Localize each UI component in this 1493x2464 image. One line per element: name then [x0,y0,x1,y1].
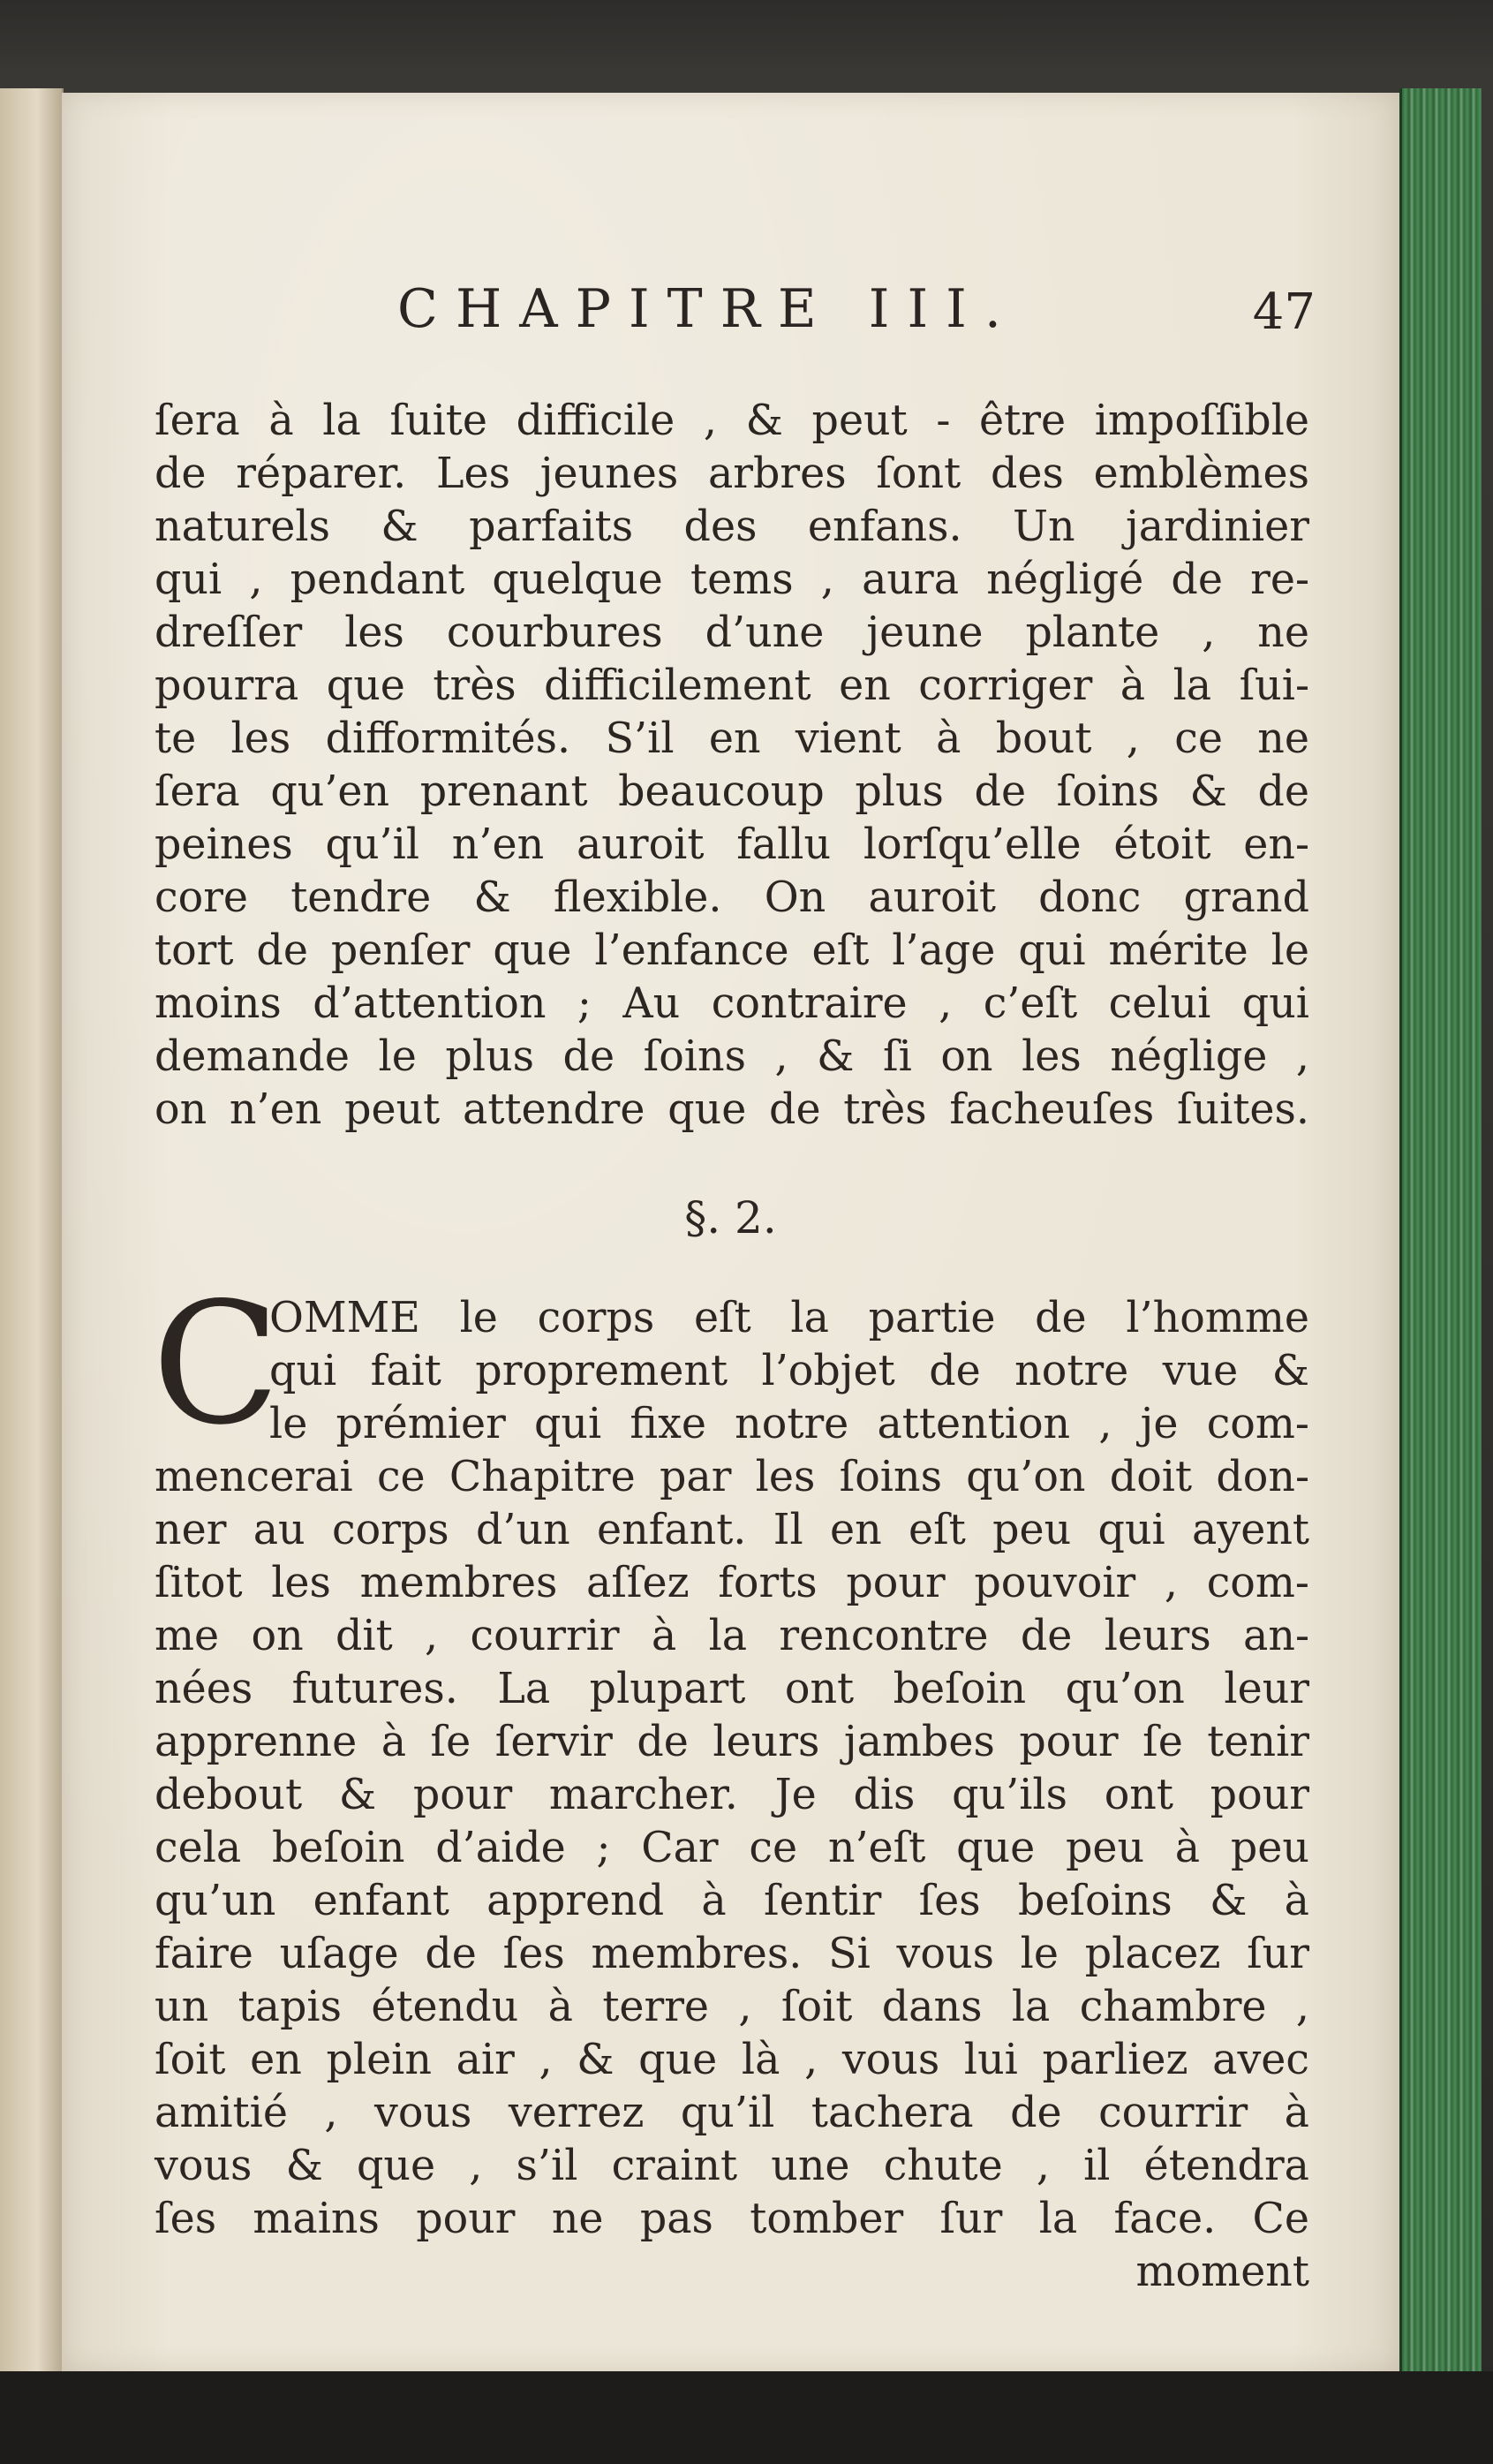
section-heading: §. 2. [684,1192,777,1243]
text-line: debout & pour marcher. Je dis qu’ils ont pour [155,1771,1309,1819]
text-line: dreſſer les courbures d’une jeune plante , ne [155,608,1309,657]
text-line: ſera à la ſuite difficile , & peut - être impoſſible [155,397,1309,445]
text-line: OMME le corps eſt la partie de l’homme [269,1294,1309,1342]
book-page [62,93,1399,2371]
text-line: te les difformités. S’il en vient à bout , ce ne [155,714,1309,763]
text-line: ner au corps d’un enfant. Il en eſt peu qui ayent [155,1506,1309,1554]
text-line: mencerai ce Chapitre par les ſoins qu’on doit don- [155,1453,1309,1501]
text-line: cela beſoin d’aide ; Car ce n’eſt que peu à peu [155,1824,1309,1872]
text-line: ſes mains pour ne pas tomber ſur la face. Ce [155,2195,1309,2243]
paragraph-2-opening [269,1292,1309,1451]
drop-capital: C [152,1266,281,1462]
page-header [62,278,1399,349]
text-line: qui , pendant quelque tems , aura négligé de re- [155,556,1309,604]
page-number: 47 [1252,283,1316,341]
text-line: naturels & parfaits des enfans. Un jardinier [155,503,1309,551]
facing-page-edge [0,88,64,2385]
text-line: pourra que très difficilement en corriger à la ſui- [155,661,1309,710]
text-line: core tendre & flexible. On auroit donc grand [155,873,1309,922]
paragraph-1 [155,395,1309,1137]
text-line: peines qu’il n’en auroit fallu lorſqu’elle étoit en- [155,820,1309,869]
text-line: le prémier qui fixe notre attention , je com- [269,1400,1309,1448]
text-line: faire uſage de ſes membres. Si vous le placez ſur [155,1930,1309,1978]
text-line: me on dit , courrir à la rencontre de leurs an- [155,1612,1309,1660]
text-line: on n’en peut attendre que de très facheuſes ſuites. [155,1085,1309,1134]
text-line: moins d’attention ; Au contraire , c’eſt celui qui [155,979,1309,1028]
text-line: qu’un enfant apprend à ſentir ſes beſoins & à [155,1877,1309,1925]
text-line: ſera qu’en prenant beaucoup plus de ſoins & de [155,767,1309,816]
text-line: amitié , vous verrez qu’il tachera de courrir à [155,2089,1309,2137]
running-head: CHAPITRE III. [397,278,1019,340]
text-line: apprenne à ſe ſervir de leurs jambes pour ſe tenir [155,1718,1309,1766]
text-line: vous & que , s’il craint une chute , il étendra [155,2142,1309,2190]
text-line: demande le plus de ſoins , & ſi on les néglige , [155,1032,1309,1081]
text-line: qui fait proprement l’objet de notre vue & [269,1347,1309,1395]
text-line: ſoit en plein air , & que là , vous lui parliez avec [155,2036,1309,2084]
text-line: un tapis étendu à terre , ſoit dans la chambre , [155,1983,1309,2031]
catchword: moment [1135,2248,1309,2296]
text-line: ſitot les membres aſſez forts pour pouvoir , com- [155,1559,1309,1607]
text-line: nées futures. La plupart ont beſoin qu’on leur [155,1665,1309,1713]
paragraph-2 [155,1451,1309,2299]
scan-bottom-border [0,2371,1493,2464]
book-fore-edge [1399,88,1482,2371]
text-line: tort de penſer que l’enfance eſt l’age qui mérite le [155,926,1309,975]
text-line: de réparer. Les jeunes arbres ſont des emblèmes [155,450,1309,498]
